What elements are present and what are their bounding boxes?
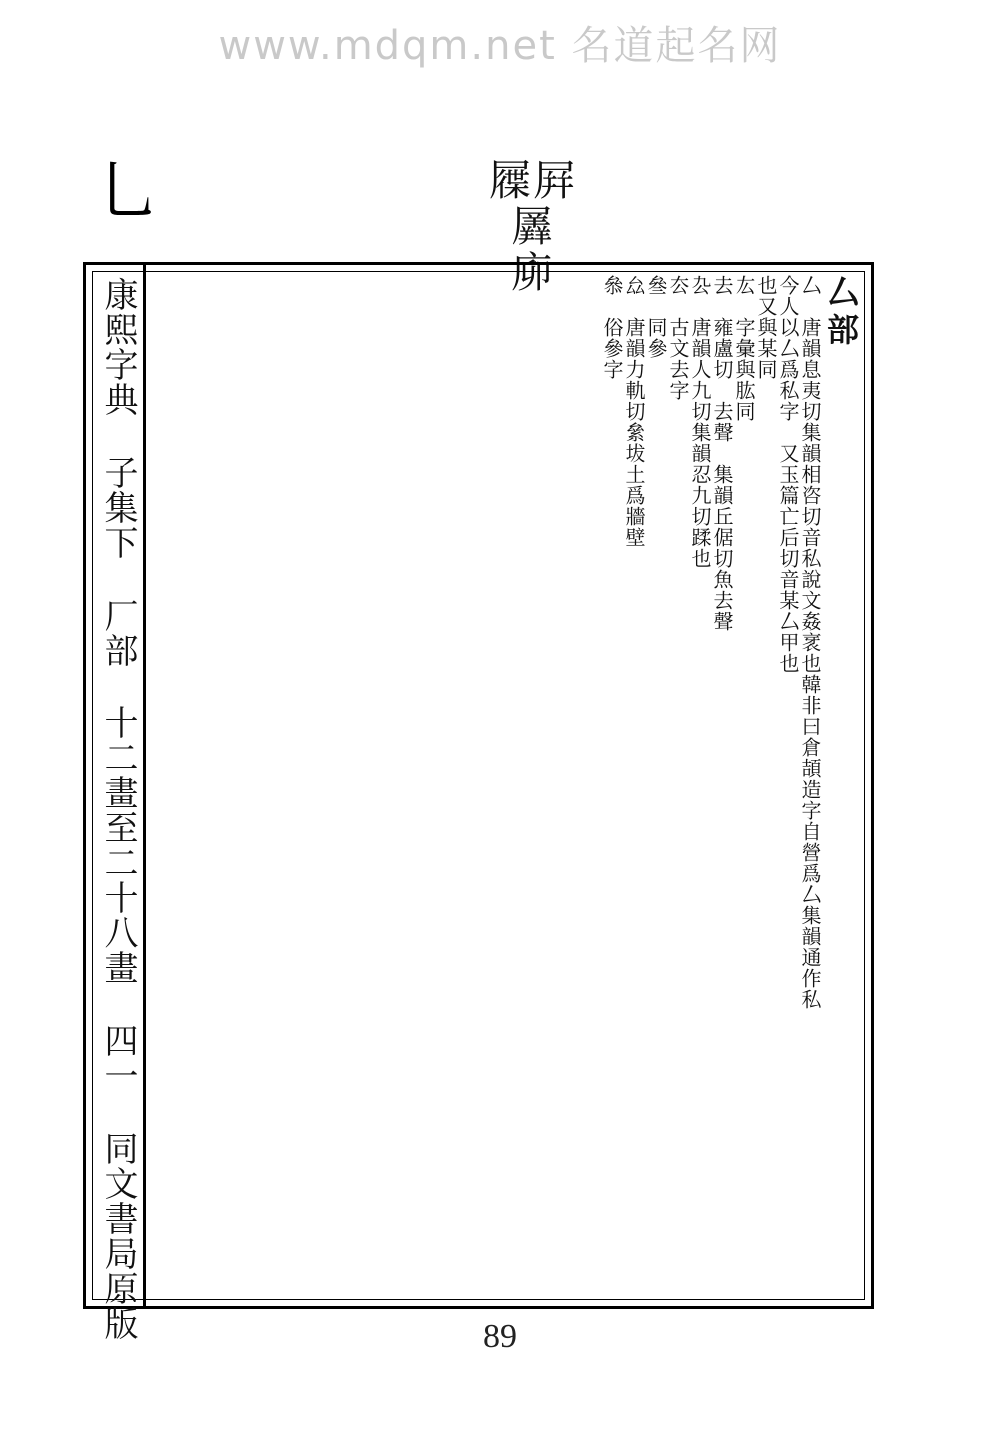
entry-column: 今人以厶爲私字 又玉篇亡后切音某厶甲也	[776, 275, 800, 674]
entry-column: 叅 俗參字	[600, 275, 624, 380]
entry-column: 厷 字彙與肱同	[732, 275, 756, 422]
dictionary-body	[152, 275, 861, 1296]
header-row: 屧屛羼	[488, 156, 577, 251]
radical: 厂部	[98, 597, 138, 668]
header-row: 㡻	[510, 248, 555, 297]
entry-column: 厶 唐韻息夷切集韻相咨切音私說文姦衺也韓非曰倉頡造字自營爲厶集韻通作私	[798, 275, 822, 1010]
publisher: 同文書局原版	[98, 1131, 138, 1342]
entry-column: 厽 唐韻力軌切絫坺土爲牆壁	[622, 275, 646, 548]
stroke-range: 十二畫至二十八畫	[98, 705, 138, 986]
volume: 子集下	[98, 454, 138, 560]
seal-character: 乚	[96, 155, 160, 229]
page-number: 89	[483, 1318, 517, 1355]
spine-title	[92, 277, 144, 1342]
entry-column: 也又與某同	[754, 275, 778, 380]
folio-number: 四一	[98, 1023, 138, 1094]
entry-column: 厹 唐韻人九切集韻忍九切蹂也	[688, 275, 712, 569]
entry-column: 叄 同參	[644, 275, 668, 359]
entry-column: 厺 古文去字	[666, 275, 690, 401]
entry-column: 去 雍盧切 去聲 集韻丘倨切魚去聲	[710, 275, 734, 632]
book-title: 康熙字典	[98, 277, 138, 417]
watermark: www.mdqm.net 名道起名网	[218, 23, 782, 69]
section-title: 厶部	[822, 275, 860, 351]
